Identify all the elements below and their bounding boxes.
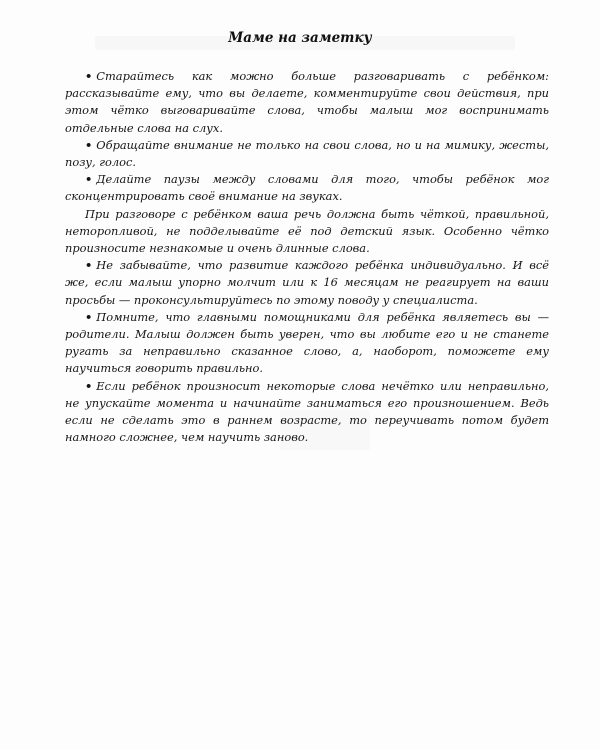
- bullet-icon: •: [85, 69, 93, 83]
- paragraph-text: Не забывайте, что развитие каждого ребёнка индивидуально. И всё же, если малыш упорно молчит или к 16 месяцам не реагирует на ваши просьбы — проконсультируйтесь по этому поводу у специалиста.: [65, 258, 549, 307]
- paragraph-text: Помните, что главными помощниками для ребёнка являетесь вы — родители. Малыш должен быть уверен, что вы любите его и не станете ругать за неправильно сказанное слово, а, наоборот, поможете ему научиться говорить правильно.: [65, 309, 549, 376]
- paragraph-1: [65, 68, 549, 137]
- bullet-icon: •: [85, 258, 93, 273]
- paragraph-text: Делайте паузы между словами для того, чтобы ребёнок мог сконцентрировать своё внимание на звуках.: [65, 172, 549, 204]
- paragraph-5: [65, 257, 549, 309]
- advice-text: [65, 68, 549, 446]
- bullet-icon: •: [85, 309, 93, 324]
- paragraph-6: [65, 309, 549, 378]
- bullet-icon: •: [85, 137, 93, 152]
- paragraph-3: [65, 171, 549, 205]
- paragraph-7: [65, 378, 549, 447]
- paragraph-text: При разговоре с ребёнком ваша речь должна быть чёткой, правильной, неторопливой, не подделывайте её под детский язык. Особенно чётко произносите незнакомые и очень длинные слова.: [65, 206, 549, 256]
- paragraph-2: [65, 137, 549, 171]
- paragraph-4: [65, 206, 549, 258]
- bullet-icon: •: [85, 172, 93, 187]
- paragraph-text: Если ребёнок произносит некоторые слова нечётко или неправильно, не упускайте момента и начинайте заниматься его произношением. Ведь если не сделать это в раннем возрасте, то переучивать потом будет намного сложнее, чем научить заново.: [65, 378, 549, 445]
- paragraph-text: Обращайте внимание не только на свои слова, но и на мимику, жесты, позу, голос.: [65, 137, 549, 170]
- paragraph-text: Старайтесь как можно больше разговаривать с ребёнком: рассказывайте ему, что вы делаете, комментируйте свои действия, при этом чётко выговаривайте слова, чтобы малыш мог воспринимать отдельные слова на слух.: [65, 69, 549, 135]
- page-title: Маме на заметку: [228, 30, 372, 46]
- bullet-icon: •: [85, 378, 93, 393]
